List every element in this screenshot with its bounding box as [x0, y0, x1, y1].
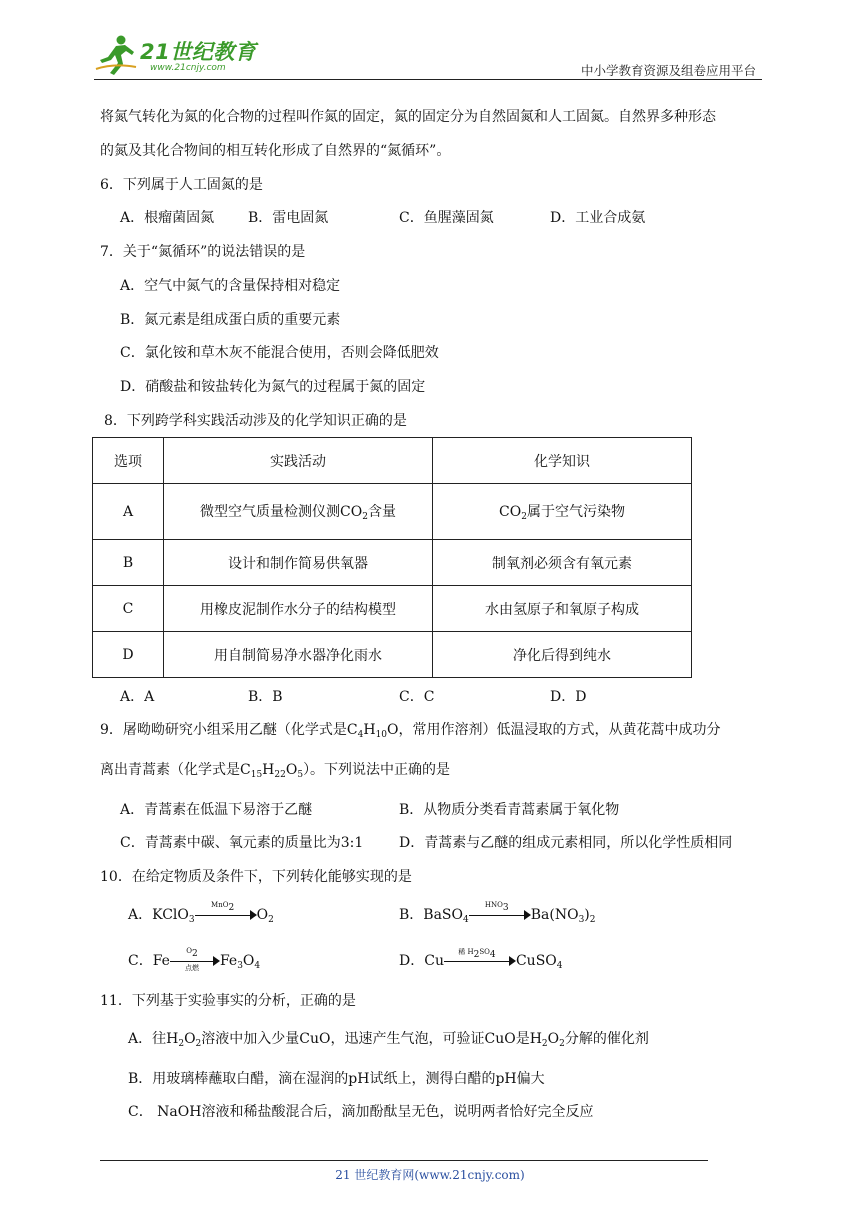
header-divider: [94, 79, 762, 80]
intro-line-2: 的氮及其化合物间的相互转化形成了自然界的“氮循环”。: [100, 143, 451, 159]
q6-option-a: A．根瘤菌固氮: [120, 210, 215, 226]
table-cell-activity: 设计和制作简易供氧器: [164, 540, 433, 586]
reaction-arrow-icon: $O_2$ 点燃: [170, 954, 220, 968]
q7-option-d: D．硝酸盐和铵盐转化为氮气的过程属于氮的固定: [120, 379, 426, 395]
q9-option-b: B．从物质分类看青蒿素属于氧化物: [399, 802, 620, 818]
table-header-row: [93, 438, 692, 484]
footer-divider: [100, 1160, 708, 1161]
intro-line-1: 将氮气转化为氮的化合物的过程叫作氮的固定，氮的固定分为自然固氮和人工固氮。自然界多种形态: [100, 109, 716, 125]
table-cell-option: C: [93, 586, 164, 632]
q8-option-c: C．C: [399, 689, 435, 705]
table-cell-activity: 微型空气质量检测仪测$CO_2$含量: [164, 484, 433, 540]
reaction-arrow-icon: $HNO_3$: [469, 908, 531, 922]
q6-option-b: B．雷电固氮: [248, 210, 329, 226]
q9-option-d: D．青蒿素与乙醚的组成元素相同，所以化学性质相同: [399, 835, 733, 851]
q10-option-d: D．Cu 稀 $H_2SO_4$ CuSO$_4$: [399, 948, 563, 971]
reaction-arrow-icon: MnO$_2$: [195, 908, 257, 922]
q10-option-a: A．KClO$_3$ MnO$_2$ $O_2$: [128, 901, 274, 925]
table-header-cell: 化学知识: [433, 438, 692, 484]
q11-option-b: B．用玻璃棒蘸取白醋，滴在湿润的pH试纸上，测得白醋的pH偏大: [128, 1071, 545, 1087]
q6-option-d: D．工业合成氨: [550, 210, 646, 226]
table-cell-option: D: [93, 632, 164, 678]
q11-option-c: C． NaOH溶液和稀盐酸混合后，滴加酚酞呈无色，说明两者恰好完全反应: [128, 1104, 594, 1120]
reaction-arrow-icon: 稀 $H_2SO_4$: [444, 954, 516, 968]
table-cell-knowledge: 水由氢原子和氧原子构成: [433, 586, 692, 632]
table-row: [93, 484, 692, 540]
q7-option-a: A．空气中氮气的含量保持相对稳定: [120, 278, 341, 294]
table-cell-option: B: [93, 540, 164, 586]
q9-stem-line-2: 离出青蒿素（化学式是$C_{15}H_{22}O_5$）。下列说法中正确的是: [100, 762, 451, 780]
footer-link[interactable]: 21 世纪教育网(www.21cnjy.com): [335, 1168, 525, 1182]
table-cell-activity: 用橡皮泥制作水分子的结构模型: [164, 586, 433, 632]
table-cell-option: A: [93, 484, 164, 540]
table-row: [93, 586, 692, 632]
q11-stem: 11．下列基于实验事实的分析，正确的是: [100, 993, 356, 1009]
table-row: [93, 632, 692, 678]
table-cell-knowledge: 制氧剂必须含有氧元素: [433, 540, 692, 586]
logo-text: 21世纪教育: [140, 40, 257, 64]
q10-stem: 10．在给定物质及条件下，下列转化能够实现的是: [100, 869, 412, 885]
q8-option-b: B．B: [248, 689, 283, 705]
table-row: [93, 540, 692, 586]
table-header-cell: 选项: [93, 438, 164, 484]
table-cell-knowledge: $CO_2$属于空气污染物: [433, 484, 692, 540]
q8-table: [92, 437, 692, 678]
q7-option-b: B．氮元素是组成蛋白质的重要元素: [120, 312, 341, 328]
q7-option-c: C．氯化铵和草木灰不能混合使用，否则会降低肥效: [120, 345, 439, 361]
q9-option-a: A．青蒿素在低温下易溶于乙醚: [120, 802, 313, 818]
logo-url: www.21cnjy.com: [150, 63, 226, 73]
q7-stem: 7．关于“氮循环”的说法错误的是: [100, 244, 306, 260]
logo: [94, 33, 264, 79]
table-cell-activity: 用自制简易净水器净化雨水: [164, 632, 433, 678]
table-header-cell: 实践活动: [164, 438, 433, 484]
header-platform-text: 中小学教育资源及组卷应用平台: [580, 63, 756, 78]
q9-stem-line-1: 9．屠呦呦研究小组采用乙醚（化学式是$C_4H_{10}O$，常用作溶剂）低温浸取的方式，从黄花蒿中成功分: [100, 722, 721, 740]
runner-logo-icon: [94, 33, 138, 77]
q8-option-a: A．A: [120, 689, 155, 705]
table-cell-knowledge: 净化后得到纯水: [433, 632, 692, 678]
q8-option-d: D．D: [550, 689, 587, 705]
q9-option-c: C．青蒿素中碳、氧元素的质量比为3:1: [120, 835, 364, 851]
q10-option-c: C．Fe $O_2$ 点燃 $Fe_3O_4$: [128, 947, 261, 972]
q8-stem: 8．下列跨学科实践活动涉及的化学知识正确的是: [104, 413, 407, 429]
q11-option-a: A．往$H_2O_2$溶液中加入少量CuO，迅速产生气泡，可验证CuO是$H_2O_2$分解的催化剂: [128, 1031, 649, 1049]
q6-stem: 6．下列属于人工固氮的是: [100, 177, 263, 193]
q6-option-c: C．鱼腥藻固氮: [399, 210, 494, 226]
q10-option-b: B．BaSO$_4$ $HNO_3$ $Ba(NO_3)_2$: [399, 901, 596, 925]
